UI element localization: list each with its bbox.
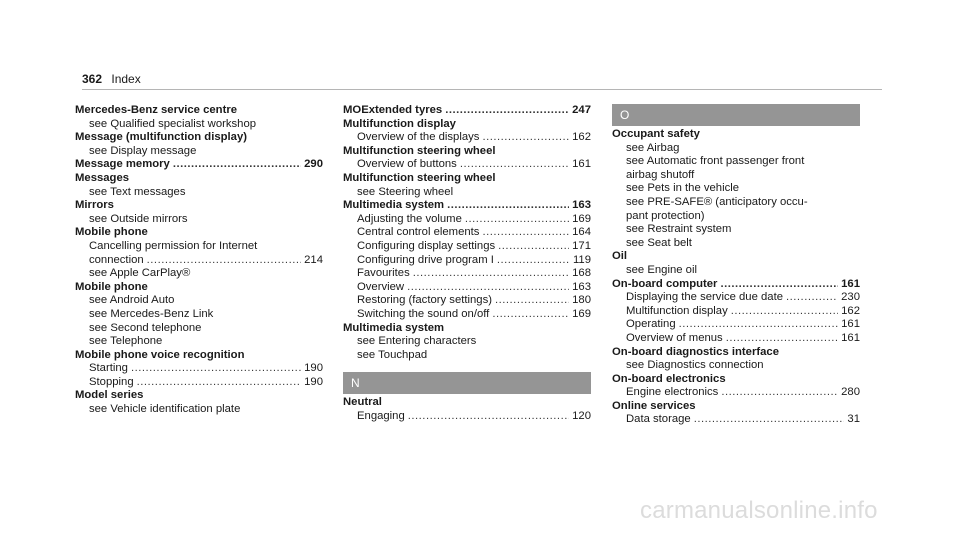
leader-dots: [147, 254, 301, 268]
leader-dots: [482, 131, 569, 145]
entry-heading-text: Online services: [612, 399, 696, 412]
leader-dots: [497, 254, 570, 268]
sub-entry-text: Overview of the displays: [357, 131, 480, 144]
index-entry: [75, 389, 323, 416]
entry-heading-text: MOExtended tyres: [343, 104, 443, 116]
entry-heading: [75, 349, 323, 363]
entry-heading-text: Mercedes-Benz service centre: [75, 104, 238, 116]
sub-entry-text: see Pets in the vehicle: [626, 182, 740, 195]
index-entry: [343, 199, 591, 321]
entry-heading-text: On-board electronics: [612, 372, 726, 385]
sub-entry[interactable]: [612, 332, 860, 346]
index-entry: [612, 373, 860, 400]
sub-entry-text: see Second telephone: [89, 321, 202, 334]
sub-entry: [612, 182, 860, 196]
column-entries: [612, 128, 860, 427]
sub-entry-text: see Airbag: [626, 141, 680, 154]
entry-heading-text: Model series: [75, 389, 144, 402]
sub-entry[interactable]: [612, 386, 860, 400]
page-reference[interactable]: 214: [304, 253, 323, 266]
index-entry: [343, 145, 591, 172]
header-divider: [82, 89, 882, 90]
sub-entry: [75, 186, 323, 200]
page-reference[interactable]: 280: [841, 386, 860, 399]
entry-heading-text: On-board diagnostics interface: [612, 345, 779, 358]
sub-entry: [75, 118, 323, 132]
entry-heading[interactable]: [75, 158, 323, 172]
sub-entry-text: see Text messages: [89, 185, 186, 198]
sub-entry-text: Overview of menus: [626, 331, 723, 344]
index-entry: [612, 400, 860, 427]
entry-heading: [612, 346, 860, 360]
column-entries: [343, 396, 591, 423]
entry-heading-text: Mobile phone: [75, 226, 148, 239]
sub-entry[interactable]: [343, 308, 591, 322]
sub-entry[interactable]: [612, 291, 860, 305]
sub-entry[interactable]: [343, 158, 591, 172]
entry-heading-text: On-board computer: [612, 277, 718, 290]
spacer: [343, 362, 591, 372]
sub-entry: [343, 186, 591, 200]
sub-entry: [612, 223, 860, 237]
index-entry: [75, 158, 323, 172]
leader-dots: [445, 104, 569, 118]
entry-heading-text: Message memory: [75, 158, 170, 171]
sub-entry: [612, 169, 860, 183]
index-column-2: [343, 104, 591, 423]
page-reference[interactable]: 168: [572, 267, 591, 280]
sub-entry-text: Engaging: [357, 409, 405, 422]
page-reference[interactable]: 171: [572, 239, 591, 252]
index-entry: [343, 104, 591, 118]
index-entry: [75, 104, 323, 131]
entry-heading: [612, 128, 860, 142]
page-reference[interactable]: 247: [572, 104, 591, 116]
sub-entry-text: see Seat belt: [626, 236, 692, 249]
leader-dots: [726, 332, 838, 346]
sub-entry-text: Data storage: [626, 413, 691, 426]
index-column-1: [75, 104, 323, 417]
entry-heading: [75, 389, 323, 403]
entry-heading-text: Multimedia system: [343, 199, 445, 212]
sub-entry[interactable]: [343, 254, 591, 268]
index-entry: [612, 346, 860, 373]
sub-entry[interactable]: [343, 131, 591, 145]
entry-heading-text: Oil: [612, 250, 628, 263]
sub-entry: [612, 155, 860, 169]
sub-entry[interactable]: [343, 281, 591, 295]
page-reference[interactable]: 161: [841, 277, 860, 290]
sub-entry: [75, 145, 323, 159]
column-entries: [343, 104, 591, 362]
sub-entry-text: see Touchpad: [357, 348, 428, 361]
page-reference[interactable]: 180: [572, 294, 591, 307]
sub-entry-text: see Android Auto: [89, 294, 175, 307]
leader-dots: [460, 158, 569, 172]
page-header: [82, 72, 141, 86]
page-reference[interactable]: 169: [572, 307, 591, 320]
leader-dots: [786, 291, 838, 305]
entry-heading[interactable]: [612, 278, 860, 292]
page-reference[interactable]: 119: [572, 253, 591, 266]
entry-heading: [612, 250, 860, 264]
entry-heading-text: Mobile phone: [75, 280, 148, 293]
entry-heading-text: Multimedia system: [343, 321, 445, 334]
sub-entry[interactable]: [343, 240, 591, 254]
leader-dots: [173, 158, 301, 172]
entry-heading-text: Multifunction steering wheel: [343, 144, 496, 157]
sub-entry-text: Central control elements: [357, 226, 480, 239]
entry-heading-text: Multifunction display: [343, 117, 456, 130]
page-number: 362: [82, 72, 103, 86]
page-reference[interactable]: 162: [841, 304, 860, 317]
sub-entry: [75, 308, 323, 322]
page-reference[interactable]: 190: [304, 362, 323, 375]
sub-entry[interactable]: [612, 318, 860, 332]
sub-entry-text: see Mercedes-Benz Link: [89, 307, 214, 320]
entry-heading: [75, 226, 323, 240]
sub-entry: [75, 335, 323, 349]
index-column-3: [612, 104, 860, 427]
entry-heading: [75, 199, 323, 213]
sub-entry-text: see Restraint system: [626, 223, 732, 236]
sub-entry-text: see Steering wheel: [357, 185, 454, 198]
sub-entry: [612, 237, 860, 251]
index-entry: [343, 396, 591, 423]
sub-entry: [75, 322, 323, 336]
sub-entry[interactable]: [343, 226, 591, 240]
sub-entry[interactable]: [75, 362, 323, 376]
sub-entry-text: see Qualified specialist workshop: [89, 117, 257, 130]
sub-entry[interactable]: [343, 213, 591, 227]
leader-dots: [492, 308, 569, 322]
leader-dots: [679, 318, 839, 332]
index-entry: [343, 118, 591, 145]
sub-entry: [612, 359, 860, 373]
sub-entry-text: Starting: [89, 362, 128, 375]
entry-heading: [343, 118, 591, 132]
sub-entry[interactable]: [75, 376, 323, 390]
sub-entry-text: see Automatic front passenger front: [626, 155, 805, 168]
page-reference[interactable]: 161: [572, 158, 591, 171]
page-reference[interactable]: 163: [572, 280, 591, 293]
sub-entry: [612, 196, 860, 210]
entry-heading: [612, 373, 860, 387]
sub-entry-text: see PRE-SAFE® (anticipatory occu-: [626, 195, 808, 208]
sub-entry-text: Engine electronics: [626, 386, 719, 399]
sub-entry-text: Overview: [357, 280, 405, 293]
column-entries: [75, 104, 323, 417]
entry-heading-text: Mirrors: [75, 199, 114, 212]
entry-heading-text: Neutral: [343, 396, 382, 409]
leader-dots: [131, 362, 301, 376]
leader-dots: [721, 386, 838, 400]
sub-entry-text: Switching the sound on/off: [357, 307, 490, 320]
entry-heading: [75, 131, 323, 145]
sub-entry-text: Adjusting the volume: [357, 212, 462, 225]
index-entry: [75, 281, 323, 349]
entry-heading: [343, 322, 591, 336]
sub-entry: [612, 264, 860, 278]
index-entry: [612, 128, 860, 250]
sub-entry-text: Restoring (factory settings): [357, 294, 492, 307]
entry-heading: [343, 396, 591, 410]
page-reference[interactable]: 190: [304, 375, 323, 388]
leader-dots: [482, 226, 569, 240]
leader-dots: [498, 240, 569, 254]
sub-entry[interactable]: [75, 254, 323, 268]
index-entry: [75, 172, 323, 199]
page-reference[interactable]: 230: [841, 291, 860, 304]
leader-dots: [731, 305, 838, 319]
sub-entry-text: pant protection): [626, 209, 705, 222]
leader-dots: [495, 294, 569, 308]
sub-entry[interactable]: [612, 413, 860, 427]
sub-entry-text: airbag shutoff: [626, 168, 695, 181]
sub-entry-text: Operating: [626, 318, 676, 331]
page-reference[interactable]: 169: [572, 212, 591, 225]
leader-dots: [694, 413, 845, 427]
entry-heading: [612, 400, 860, 414]
leader-dots: [447, 199, 569, 213]
leader-dots: [465, 213, 569, 227]
sub-entry-text: see Apple CarPlay®: [89, 267, 191, 280]
index-entry: [75, 349, 323, 390]
section-title: Index: [111, 72, 141, 86]
sub-entry-text: see Display message: [89, 144, 197, 157]
entry-heading[interactable]: [343, 104, 591, 118]
sub-entry[interactable]: [612, 305, 860, 319]
index-entry: [612, 250, 860, 277]
entry-heading-text: Occupant safety: [612, 128, 700, 140]
index-entry: [343, 172, 591, 199]
index-entry: [75, 226, 323, 280]
sub-entry-text: Overview of buttons: [357, 158, 457, 171]
leader-dots: [137, 376, 302, 390]
sub-entry[interactable]: [343, 267, 591, 281]
page-reference[interactable]: 161: [841, 331, 860, 344]
entry-heading-text: Mobile phone voice recognition: [75, 348, 245, 361]
page-reference[interactable]: 161: [841, 318, 860, 331]
page-reference[interactable]: 290: [304, 158, 323, 171]
sub-entry: [612, 210, 860, 224]
entry-heading: [75, 172, 323, 186]
page-reference[interactable]: 164: [572, 226, 591, 239]
index-entry: [75, 131, 323, 158]
entry-heading: [343, 145, 591, 159]
leader-dots: [407, 281, 569, 295]
sub-entry-text: see Outside mirrors: [89, 212, 188, 225]
sub-entry-text: see Diagnostics connection: [626, 359, 764, 372]
sub-entry[interactable]: [343, 410, 591, 424]
sub-entry-text: see Engine oil: [626, 263, 697, 276]
index-entry: [75, 199, 323, 226]
entry-heading[interactable]: [343, 199, 591, 213]
watermark: carmanualsonline.info: [640, 497, 878, 524]
entry-heading-text: Multifunction steering wheel: [343, 171, 496, 184]
sub-entry-text: Favourites: [357, 267, 410, 280]
sub-entry-text: see Telephone: [89, 335, 163, 348]
sub-entry-text: Multifunction display: [626, 304, 728, 317]
leader-dots: [408, 410, 569, 424]
sub-entry: [343, 349, 591, 363]
sub-entry-text: Displaying the service due date: [626, 291, 783, 304]
sub-entry: [75, 267, 323, 281]
sub-entry-text: see Vehicle identification plate: [89, 403, 241, 416]
sub-entry: [75, 240, 323, 254]
index-entry: [343, 322, 591, 363]
leader-dots: [413, 267, 569, 281]
sub-entry[interactable]: [343, 294, 591, 308]
entry-heading: [75, 281, 323, 295]
sub-entry-text: Stopping: [89, 375, 134, 388]
sub-entry-text: see Entering characters: [357, 335, 477, 348]
sub-entry-text: Configuring drive program I: [357, 253, 494, 266]
sub-entry-text: connection: [89, 253, 144, 266]
entry-heading: [75, 104, 323, 118]
leader-dots: [720, 278, 838, 292]
page-reference[interactable]: 163: [572, 199, 591, 212]
sub-entry: [75, 213, 323, 227]
page-reference[interactable]: 31: [847, 413, 860, 426]
sub-entry: [343, 335, 591, 349]
letter-heading-n: N: [343, 372, 591, 394]
sub-entry: [75, 294, 323, 308]
index-entry: [612, 278, 860, 346]
sub-entry-text: Cancelling permission for Internet: [89, 239, 258, 252]
sub-entry: [75, 403, 323, 417]
entry-heading: [343, 172, 591, 186]
entry-heading-text: Message (multifunction display): [75, 131, 247, 144]
letter-heading-o: O: [612, 104, 860, 126]
page-reference[interactable]: 162: [572, 131, 591, 144]
sub-entry-text: Configuring display settings: [357, 239, 496, 252]
page-reference[interactable]: 120: [572, 409, 591, 422]
sub-entry: [612, 142, 860, 156]
entry-heading-text: Messages: [75, 171, 130, 184]
